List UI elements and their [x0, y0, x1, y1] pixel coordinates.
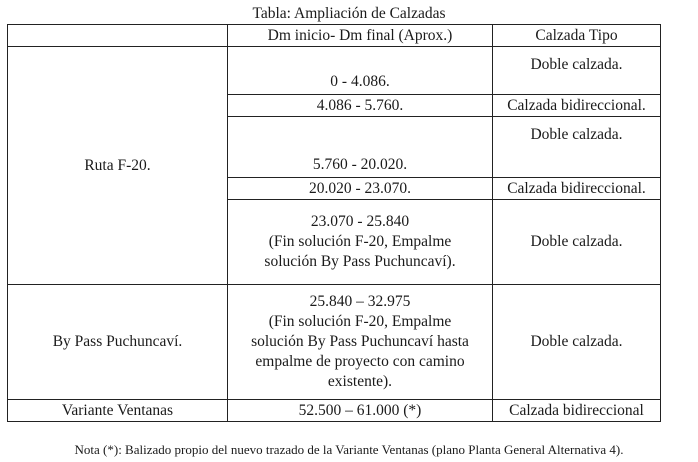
table-row: [8, 47, 661, 95]
header-row: [8, 25, 661, 47]
group-variante-ventanas: Variante Ventanas: [8, 400, 228, 422]
dm-line: (Fin solución F-20, Empalme: [268, 233, 452, 250]
dm-line: 23.070 - 25.840: [310, 213, 410, 230]
tipo-cell: Doble calzada.: [493, 200, 661, 285]
tipo-cell: Doble calzada.: [493, 117, 661, 178]
dm-cell: 0 - 4.086.: [228, 47, 493, 95]
ampliacion-calzadas-table: [7, 24, 661, 422]
table-caption: Tabla: Ampliación de Calzadas: [252, 5, 446, 22]
header-dm: Dm inicio- Dm final (Aprox.): [228, 25, 493, 47]
table-row: [8, 400, 661, 422]
dm-line: existente).: [327, 373, 393, 390]
group-bypass-puchuncavi: By Pass Puchuncaví.: [8, 285, 228, 400]
dm-cell: 5.760 - 20.020.: [228, 117, 493, 178]
dm-cell: [228, 285, 493, 400]
dm-cell: 4.086 - 5.760.: [228, 95, 493, 117]
footnote: Nota (*): Balizado propio del nuevo trazado de la Variante Ventanas (plano Planta General Alternativa 4).: [74, 442, 624, 457]
dm-line: 25.840 – 32.975: [309, 293, 411, 310]
dm-line: solución By Pass Puchuncaví hasta: [251, 333, 469, 350]
group-ruta-f20: Ruta F-20.: [8, 47, 228, 285]
header-calzada-tipo: Calzada Tipo: [493, 25, 661, 47]
tipo-cell: Doble calzada.: [493, 285, 661, 400]
dm-line: empalme de proyecto con camino: [255, 353, 465, 370]
dm-line: solución By Pass Puchuncaví).: [264, 253, 456, 270]
tipo-cell: Calzada bidireccional.: [493, 178, 661, 200]
dm-cell: 52.500 – 61.000 (*): [228, 400, 493, 422]
dm-cell: [228, 200, 493, 285]
dm-cell: 20.020 - 23.070.: [228, 178, 493, 200]
tipo-cell: Calzada bidireccional.: [493, 95, 661, 117]
dm-line: (Fin solución F-20, Empalme: [268, 313, 452, 330]
tipo-cell: Doble calzada.: [493, 47, 661, 95]
table-row: [8, 285, 661, 400]
header-empty-cell: [8, 25, 228, 47]
tipo-cell: Calzada bidireccional: [493, 400, 661, 422]
